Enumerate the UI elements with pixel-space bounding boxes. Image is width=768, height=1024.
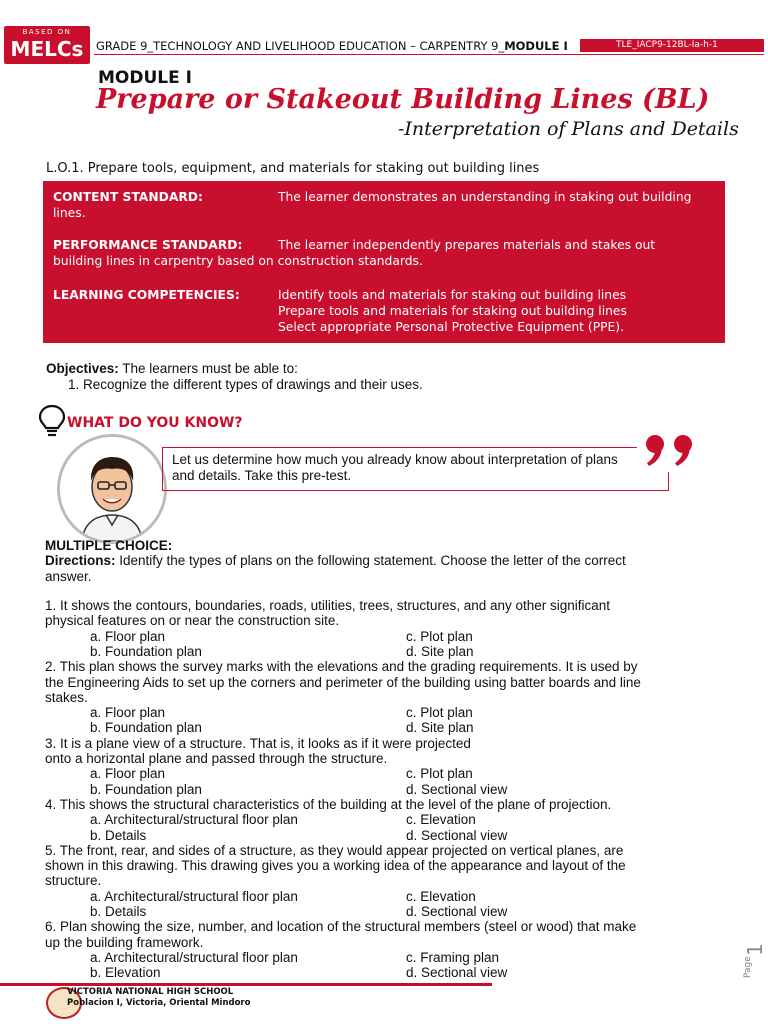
answer-choice: c. Plot plan (406, 628, 473, 644)
objective-item: 1. Recognize the different types of drawings and their uses. (68, 377, 423, 392)
answer-choice: b. Elevation (90, 965, 161, 981)
badge-big-text: MELCs (10, 37, 84, 61)
answer-choice: b. Details (90, 904, 147, 919)
header-course: GRADE 9_TECHNOLOGY AND LIVELIHOOD EDUCATION – CARPENTRY 9_ (96, 39, 505, 53)
question-text: 5. The front, rear, and sides of a structure, as they would appear projected on vertical planes, are (45, 842, 624, 858)
page-number (728, 940, 768, 980)
answer-choice: c. Elevation (406, 888, 476, 904)
directions-label: Directions: (45, 553, 116, 568)
page-word: Page (743, 956, 753, 978)
multiple-choice-heading: MULTIPLE CHOICE: (45, 538, 173, 553)
competency-item: Select appropriate Personal Protective Equipment (PPE). (278, 320, 624, 334)
answer-choice: c. Plot plan (406, 766, 473, 782)
answer-choice: a. Architectural/structural floor plan (90, 812, 298, 828)
answer-choice: a. Floor plan (90, 705, 166, 721)
content-standard-text-cont: lines. (53, 206, 86, 220)
curriculum-code: TLE_IACP9-12BL-Ia-h-1 (580, 39, 764, 52)
answer-choice: d. Sectional view (406, 781, 508, 797)
answer-choice: d. Sectional view (406, 965, 508, 981)
header-line (96, 39, 568, 53)
question-text-cont: up the building framework. (45, 934, 204, 950)
performance-standard-label: PERFORMANCE STANDARD: (53, 238, 243, 252)
answer-choice: b. Details (90, 827, 147, 843)
directions (45, 553, 626, 568)
objectives-intro: The learners must be able to: (118, 361, 298, 376)
speech-text: Let us determine how much you already know about interpretation of plans and details. Take this pre-test. (172, 452, 618, 483)
content-standard-label: CONTENT STANDARD: (53, 190, 203, 204)
standards-box (43, 181, 725, 343)
answer-choice: d. Site plan (406, 643, 474, 659)
answer-choice: b. Foundation plan (90, 720, 202, 736)
header-module: MODULE I (504, 39, 568, 53)
question-text: 4. This shows the structural characteristics of the building at the level of the plane of projection. (45, 796, 612, 812)
module-label: MODULE I (98, 68, 192, 88)
answer-choice: a. Floor plan (90, 628, 166, 644)
question-text-cont: onto a horizontal plane and passed through the structure. (45, 751, 388, 766)
page-number-value: 1 (743, 943, 767, 956)
answer-choice: a. Architectural/structural floor plan (90, 888, 298, 904)
answer-choice: c. Elevation (406, 812, 476, 828)
school-name: VICTORIA NATIONAL HIGH SCHOOL (67, 987, 234, 997)
lightbulb-icon (38, 404, 66, 443)
answer-choice: a. Architectural/structural floor plan (90, 949, 298, 965)
melcs-badge (4, 26, 90, 64)
answer-choice: b. Foundation plan (90, 781, 202, 797)
answer-choice: d. Sectional view (406, 827, 508, 843)
question-text: 2. This plan shows the survey marks with the elevations and the grading requirements. It is used by (45, 659, 638, 675)
page-title: Prepare or Stakeout Building Lines (BL) (96, 84, 710, 115)
competency-item: Identify tools and materials for staking out building lines (278, 288, 627, 302)
question-text-cont: the Engineering Aids to set up the corners and perimeter of the building using batter boards and line (45, 674, 641, 690)
school-address: Poblacion I, Victoria, Oriental Mindoro (67, 998, 251, 1008)
quote-icon (637, 424, 705, 472)
what-do-you-know-heading: WHAT DO YOU KNOW? (67, 415, 243, 431)
question-text-cont: shown in this drawing. This drawing gives you a working idea of the appearance and layout of the (45, 858, 626, 874)
speech-box (162, 447, 669, 491)
badge-small-text: BASED ON (22, 28, 72, 36)
page-subtitle: -Interpretation of Plans and Details (398, 118, 739, 140)
learning-competencies-label: LEARNING COMPETENCIES: (53, 288, 240, 302)
question-text-cont: structure. (45, 873, 102, 889)
answer-choice: c. Framing plan (406, 949, 500, 965)
competency-item: Prepare tools and materials for staking out building lines (278, 304, 627, 318)
objectives-label: Objectives: (46, 361, 119, 376)
question-text: 1. It shows the contours, boundaries, roads, utilities, trees, structures, and any other significant (45, 598, 611, 613)
footer-divider (0, 983, 492, 986)
directions-text: Identify the types of plans on the following statement. Choose the letter of the correct (115, 553, 626, 568)
performance-standard-text-cont: building lines in carpentry based on construction standards. (53, 254, 423, 268)
question-text: 3. It is a plane view of a structure. That is, it looks as if it were projected (45, 735, 471, 751)
learning-objective: L.O.1. Prepare tools, equipment, and materials for staking out building lines (46, 161, 540, 176)
answer-choice: a. Floor plan (90, 766, 166, 782)
content-standard-text: The learner demonstrates an understanding in staking out building (278, 190, 692, 204)
avatar (57, 434, 167, 544)
question-text-cont: stakes. (45, 689, 88, 705)
answer-choice: d. Site plan (406, 720, 474, 736)
answer-choice: b. Foundation plan (90, 643, 202, 659)
question-text-cont: physical features on or near the construction site. (45, 613, 340, 629)
question-text: 6. Plan showing the size, number, and location of the structural members (steel or wood) that make (45, 919, 637, 935)
directions-text-cont: answer. (45, 569, 92, 584)
answer-choice: c. Plot plan (406, 705, 473, 721)
header-divider (94, 54, 764, 55)
objectives (46, 361, 298, 376)
answer-choice: d. Sectional view (406, 904, 508, 919)
performance-standard-text: The learner independently prepares materials and stakes out (278, 238, 656, 252)
